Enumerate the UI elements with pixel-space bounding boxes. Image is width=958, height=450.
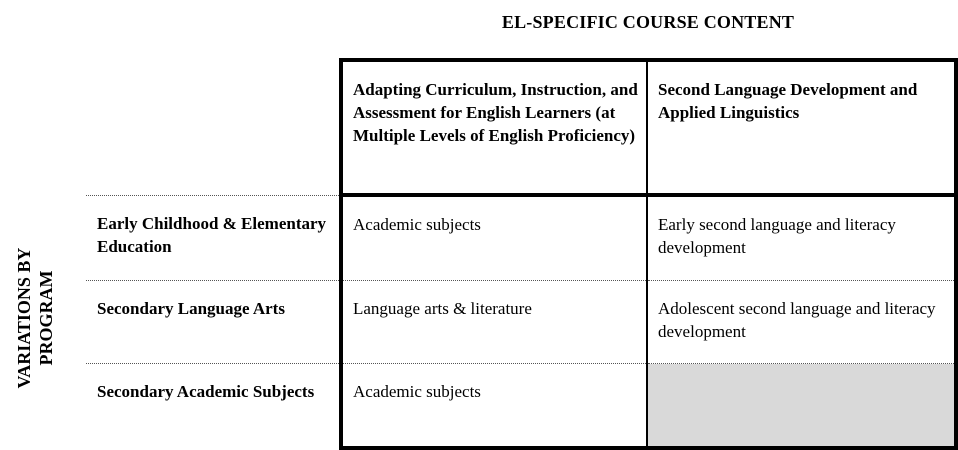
table-cell: Language arts & literature — [341, 281, 647, 364]
course-content-matrix — [86, 58, 958, 450]
corner-cell — [86, 60, 341, 195]
column-group-header: EL-SPECIFIC COURSE CONTENT — [501, 12, 795, 32]
table-cell: Academic subjects — [341, 364, 647, 449]
row-group-header — [10, 190, 60, 446]
empty-table-cell — [647, 364, 956, 449]
header-row — [86, 60, 956, 195]
table-cell: Adolescent second language and literacy development — [647, 281, 956, 364]
table-row — [86, 195, 956, 281]
column-header-second-language-development: Second Language Development and Applied Linguistics — [647, 60, 956, 195]
table-cell: Early second language and literacy development — [647, 195, 956, 281]
row-label-early-childhood: Early Childhood & Elementary Education — [86, 195, 341, 281]
row-label-secondary-language-arts: Secondary Language Arts — [86, 281, 341, 364]
table-row — [86, 364, 956, 449]
row-label-secondary-academic-subjects: Secondary Academic Subjects — [97, 382, 315, 401]
table-row — [86, 281, 956, 364]
column-header-adapting-curriculum: Adapting Curriculum, Instruction, and Assessment for English Learners (at Multiple Levels of English Proficiency) — [341, 60, 647, 195]
table-cell: Academic subjects — [341, 195, 647, 281]
row-group-header-line-2: PROGRAM — [36, 270, 56, 366]
row-group-header-line-1: VARIATIONS BY — [14, 247, 34, 389]
